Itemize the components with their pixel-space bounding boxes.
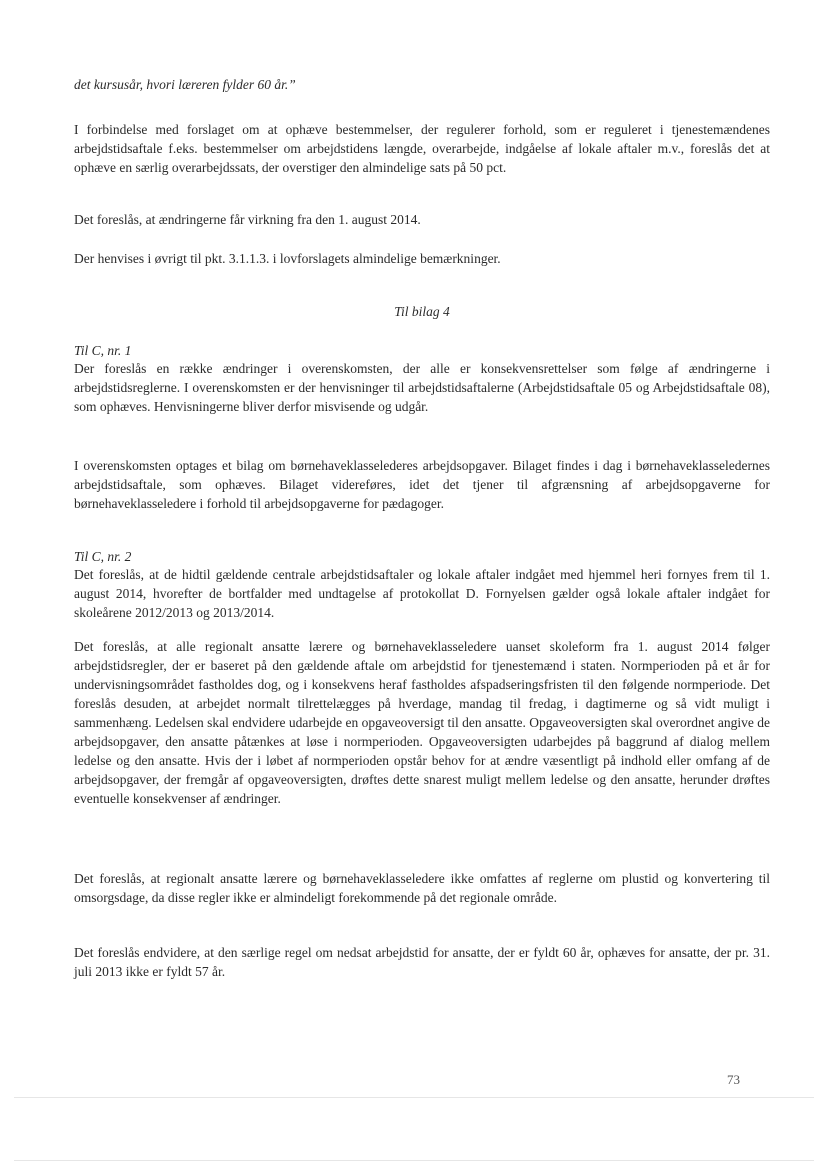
paragraph: I forbindelse med forslaget om at ophæve bestemmelser, der regulerer forhold, som er reguleret i tjenestemændenes arbejdstidsaftale f.eks. bestemmelser om arbejdstidens længde, overarbejde, indgåelse af lokale aftaler m.v., foreslås det at ophæve en særlig overarbejdssats, der overstiger den almindelige sats på 50 pct. xyxy=(74,122,770,175)
paragraph: Det foreslås, at alle regionalt ansatte lærere og børnehaveklasseledere uanset skoleform fra 1. august 2014 følger arbejdstidsregler, der er baseret på den gældende aftale om arbejdstid for tjenestemænd i staten. Normperioden på et år for undervisningsområdet fastholdes dog, og i konsekvens heraf fastholdes afspadseringsfristen til den følgende normperiode. Det foreslås desuden, at arbejdet normalt tilrettelægges på hverdage, mandag til fredag, i dagtimerne og så vidt muligt i sammenhæng. Ledelsen skal endvidere udarbejde en opgaveoversigt til den ansatte. Opgaveoversigten skal overordnet angive de arbejdsopgaver, den ansatte påtænkes at løse i normperioden. Opgaveoversigten udarbejdes på baggrund af dialog mellem ledelse og den ansatte. Hvis der i løbet af normperioden opstår behov for at ændre væsentligt på indhold eller omfang af de arbejdsopgaver, der fremgår af opgaveoversigten, drøftes dette snarest muligt mellem ledelse og den ansatte, herunder drøftes eventuelle konsekvenser af ændringer. xyxy=(74,639,770,806)
quote-tail: det kursusår, hvori læreren fylder 60 år.” xyxy=(74,77,296,92)
paragraph: Det foreslås endvidere, at den særlige regel om nedsat arbejdstid for ansatte, der er fyldt 60 år, ophæves for ansatte, der pr. 31. juli 2013 ikke er fyldt 57 år. xyxy=(74,945,770,979)
paragraph: Det foreslås, at ændringerne får virkning fra den 1. august 2014. xyxy=(74,212,421,227)
page-divider xyxy=(14,1160,814,1161)
subsection-heading: Til C, nr. 2 xyxy=(74,549,132,564)
paragraph: Der foreslås en række ændringer i overenskomsten, der alle er konsekvensrettelser som følge af ændringerne i arbejdstidsreglerne. I overenskomsten er der henvisninger til arbejdstidsaftalerne (Arbejdstidsaftale 05 og Arbejdstidsaftale 08), som ophæves. Henvisningerne bliver derfor misvisende og udgår. xyxy=(74,361,770,414)
paragraph: I overenskomsten optages et bilag om børnehaveklasselederes arbejdsopgaver. Bilaget findes i dag i børnehaveklasseledernes arbejdstidsaftale, som ophæves. Bilaget videreføres, idet det tjener til afgrænsning af arbejdsopgaverne for børnehaveklasseledere i forhold til arbejdsopgaverne for pædagoger. xyxy=(74,458,770,511)
subsection-heading: Til C, nr. 1 xyxy=(74,343,132,358)
paragraph: Det foreslås, at regionalt ansatte lærere og børnehaveklasseledere ikke omfattes af reglerne om plustid og konvertering til omsorgsdage, da disse regler ikke er almindeligt forekommende på det regionale område. xyxy=(74,871,770,905)
page-divider xyxy=(14,1097,814,1098)
paragraph: Det foreslås, at de hidtil gældende centrale arbejdstidsaftaler og lokale aftaler indgået med hjemmel heri fornyes frem til 1. august 2014, hvorefter de bortfalder med undtagelse af protokollat D. Fornyelsen gælder også lokale aftaler indgået for skoleårene 2012/2013 og 2013/2014. xyxy=(74,567,770,620)
paragraph: Der henvises i øvrigt til pkt. 3.1.1.3. i lovforslagets almindelige bemærkninger. xyxy=(74,251,501,266)
section-heading: Til bilag 4 xyxy=(394,304,450,319)
page-number: 73 xyxy=(727,1072,740,1087)
